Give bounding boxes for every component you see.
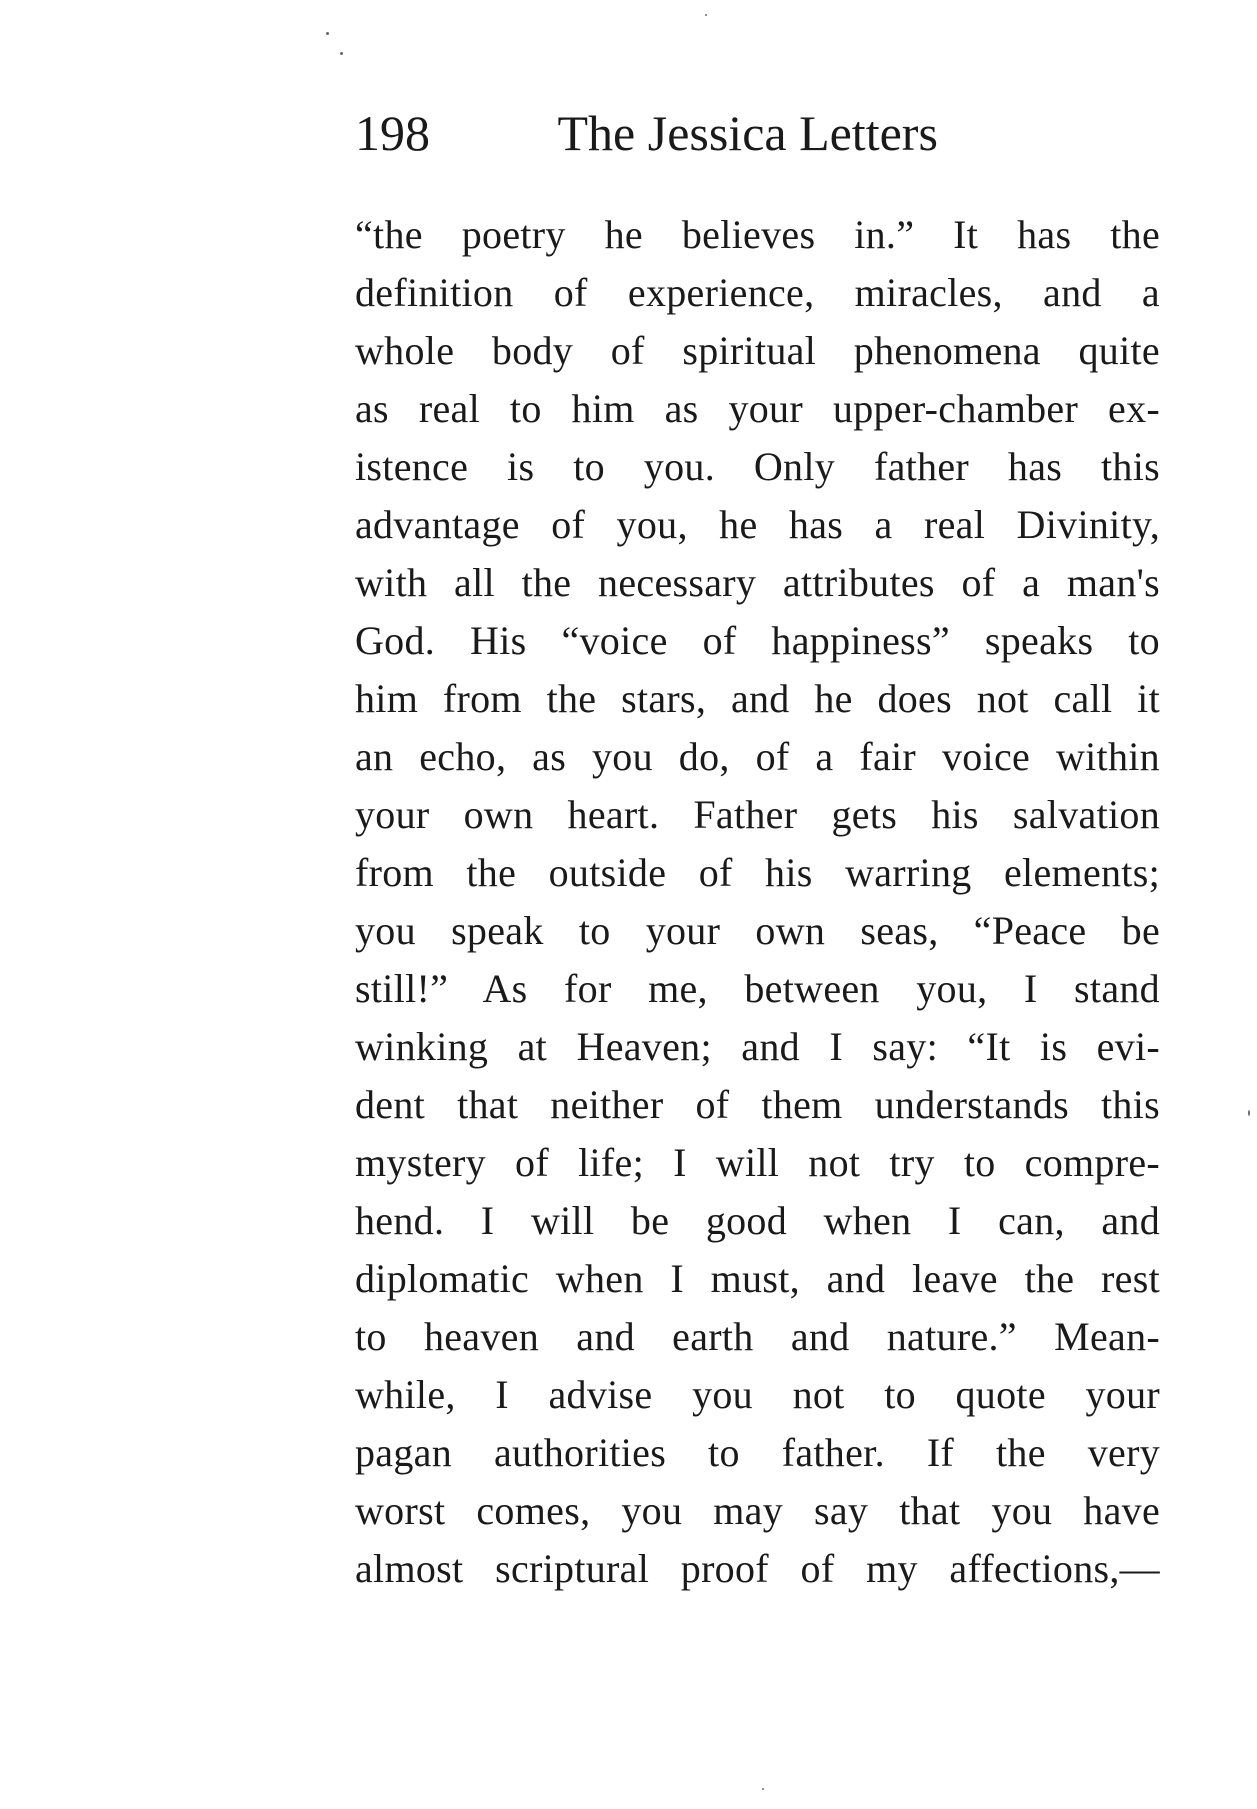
text-line: dent that neither of them understands this <box>355 1082 1160 1127</box>
body-text <box>355 206 1160 1598</box>
scan-speck <box>762 1788 764 1790</box>
text-line: almost scriptural proof of my affections,— <box>355 1546 1160 1591</box>
text-line: you speak to your own seas, “Peace be <box>355 908 1160 953</box>
running-title: The Jessica Letters <box>557 105 938 161</box>
page-number: 198 <box>355 105 430 161</box>
text-line: to heaven and earth and nature.” Mean- <box>355 1314 1160 1359</box>
scan-speck <box>340 52 343 55</box>
text-line: your own heart. Father gets his salvation <box>355 792 1160 837</box>
text-line: winking at Heaven; and I say: “It is evi- <box>355 1024 1160 1069</box>
text-line: while, I advise you not to quote your <box>355 1372 1160 1417</box>
text-line: as real to him as your upper-chamber ex- <box>355 386 1160 431</box>
text-line: still!” As for me, between you, I stand <box>355 966 1160 1011</box>
text-line: an echo, as you do, of a fair voice within <box>355 734 1160 779</box>
text-line: with all the necessary attributes of a man's <box>355 560 1160 605</box>
text-line: mystery of life; I will not try to compre- <box>355 1140 1160 1185</box>
text-line: whole body of spiritual phenomena quite <box>355 328 1160 373</box>
text-line: from the outside of his warring elements; <box>355 850 1160 895</box>
text-line: hend. I will be good when I can, and <box>355 1198 1160 1243</box>
running-head <box>355 98 938 168</box>
text-line: diplomatic when I must, and leave the rest <box>355 1256 1160 1301</box>
scan-speck <box>705 14 707 16</box>
text-line: pagan authorities to father. If the very <box>355 1430 1160 1475</box>
scan-speck <box>326 32 329 35</box>
text-line: advantage of you, he has a real Divinity, <box>355 502 1160 547</box>
scan-speck <box>1248 1110 1250 1116</box>
text-line: “the poetry he believes in.” It has the <box>355 212 1160 257</box>
text-line: him from the stars, and he does not call it <box>355 676 1160 721</box>
text-line: istence is to you. Only father has this <box>355 444 1160 489</box>
text-line: worst comes, you may say that you have <box>355 1488 1160 1533</box>
text-line: God. His “voice of happiness” speaks to <box>355 618 1160 663</box>
text-line: definition of experience, miracles, and a <box>355 270 1160 315</box>
